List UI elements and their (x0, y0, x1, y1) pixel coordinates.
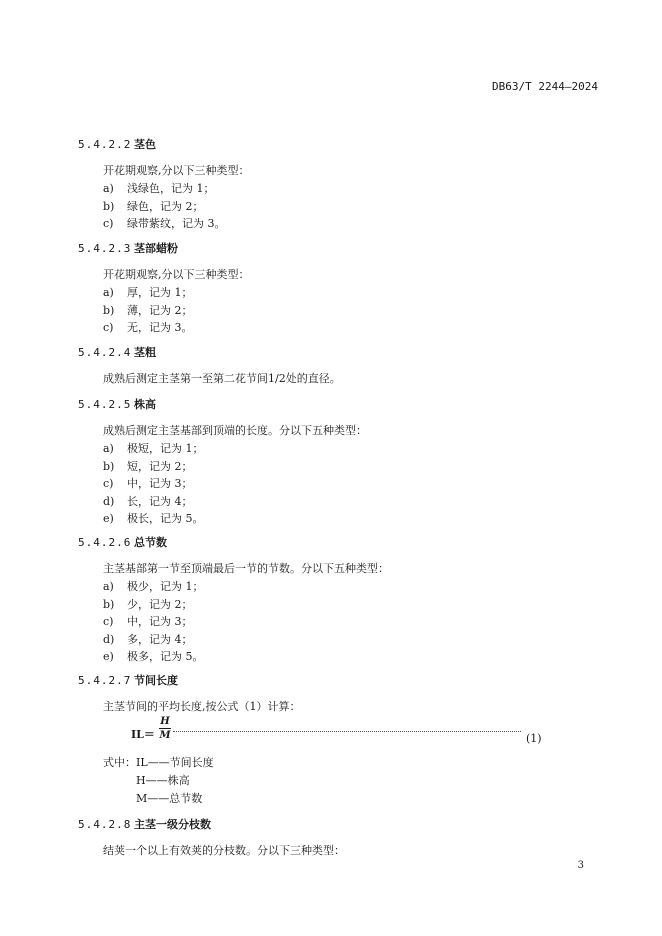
formula-fraction (159, 716, 171, 741)
section-title: 主茎一级分枝数 (134, 818, 211, 831)
section-primary-branches (78, 816, 598, 860)
formula-lhs: IL＝ (131, 728, 155, 741)
list-item: c) 中，记为 3； (103, 477, 193, 490)
section-title: 株高 (134, 398, 156, 411)
section-number: 5.4.2.8 (78, 818, 132, 831)
dot-leader (173, 731, 521, 732)
list-item: c) 无，记为 3。 (103, 321, 193, 334)
section-stem-wax (78, 240, 598, 337)
section-heading (78, 136, 598, 153)
section-heading (78, 672, 598, 689)
list-item: d) 长，记为 4； (103, 494, 193, 508)
list-item: d) 多，记为 4； (103, 632, 193, 646)
section-heading (78, 396, 598, 413)
section-heading (78, 344, 598, 361)
section-heading (78, 816, 598, 833)
section-number: 5.4.2.3 (78, 242, 132, 255)
section-intro: 开花期观察,分以下三种类型： (103, 164, 250, 177)
section-title: 茎部蜡粉 (134, 242, 178, 255)
formula (131, 716, 547, 746)
section-intro: 成熟后测定主茎基部到顶端的长度。分以下五种类型： (103, 424, 367, 437)
legend-line: H——株高 (136, 774, 190, 787)
list-item: a) 浅绿色，记为 1； (103, 182, 215, 195)
formula-legend (103, 754, 214, 808)
legend-prefix: 式中： (103, 756, 136, 769)
section-stem-color (78, 136, 598, 233)
section-intro: 成熟后测定主茎第一至第二花节间1/2处的直径。 (103, 372, 341, 385)
equation-number: (1) (526, 732, 542, 745)
list-item: b) 短，记为 2； (103, 459, 193, 473)
section-intro: 开花期观察,分以下三种类型： (103, 268, 250, 281)
section-internode-length (78, 672, 598, 716)
formula-denominator: M (159, 730, 171, 741)
list-item: b) 少，记为 2； (103, 597, 193, 611)
section-number: 5.4.2.7 (78, 674, 132, 687)
section-number: 5.4.2.4 (78, 346, 132, 359)
list-item: a) 极短，记为 1； (103, 442, 204, 455)
section-title: 节间长度 (134, 674, 178, 687)
list-item: a) 厚，记为 1； (103, 286, 193, 299)
section-intro: 主茎基部第一节至顶端最后一节的节数。分以下五种类型： (103, 562, 389, 575)
section-intro: 结荚一个以上有效荚的分枝数。分以下三种类型： (103, 844, 345, 857)
list-item: c) 绿带紫纹，记为 3。 (103, 217, 226, 230)
list-item: a) 极少，记为 1； (103, 580, 204, 593)
section-title: 总节数 (134, 536, 167, 549)
list-item: e) 极多，记为 5。 (103, 650, 204, 663)
section-stem-diameter (78, 344, 598, 388)
section-total-nodes (78, 534, 598, 666)
page-number: 3 (577, 860, 584, 871)
fraction-bar (159, 728, 171, 729)
legend-line: M——总节数 (136, 792, 203, 805)
section-number: 5.4.2.2 (78, 138, 132, 151)
list-item: b) 薄，记为 2； (103, 303, 193, 317)
formula-numerator: H (160, 716, 170, 727)
section-title: 茎粗 (134, 346, 156, 359)
section-plant-height (78, 396, 598, 528)
section-number: 5.4.2.5 (78, 398, 132, 411)
list-item: c) 中，记为 3； (103, 615, 193, 628)
section-heading (78, 240, 598, 257)
legend-line: 式中：IL——节间长度 (103, 756, 214, 769)
section-intro: 主茎节间的平均长度,按公式（1）计算： (103, 700, 301, 713)
list-item: b) 绿色，记为 2； (103, 199, 204, 213)
document-id: DB63/T 2244—2024 (492, 80, 598, 93)
section-heading (78, 534, 598, 551)
section-title: 茎色 (134, 138, 156, 151)
list-item: e) 极长，记为 5。 (103, 512, 204, 525)
section-number: 5.4.2.6 (78, 536, 132, 549)
